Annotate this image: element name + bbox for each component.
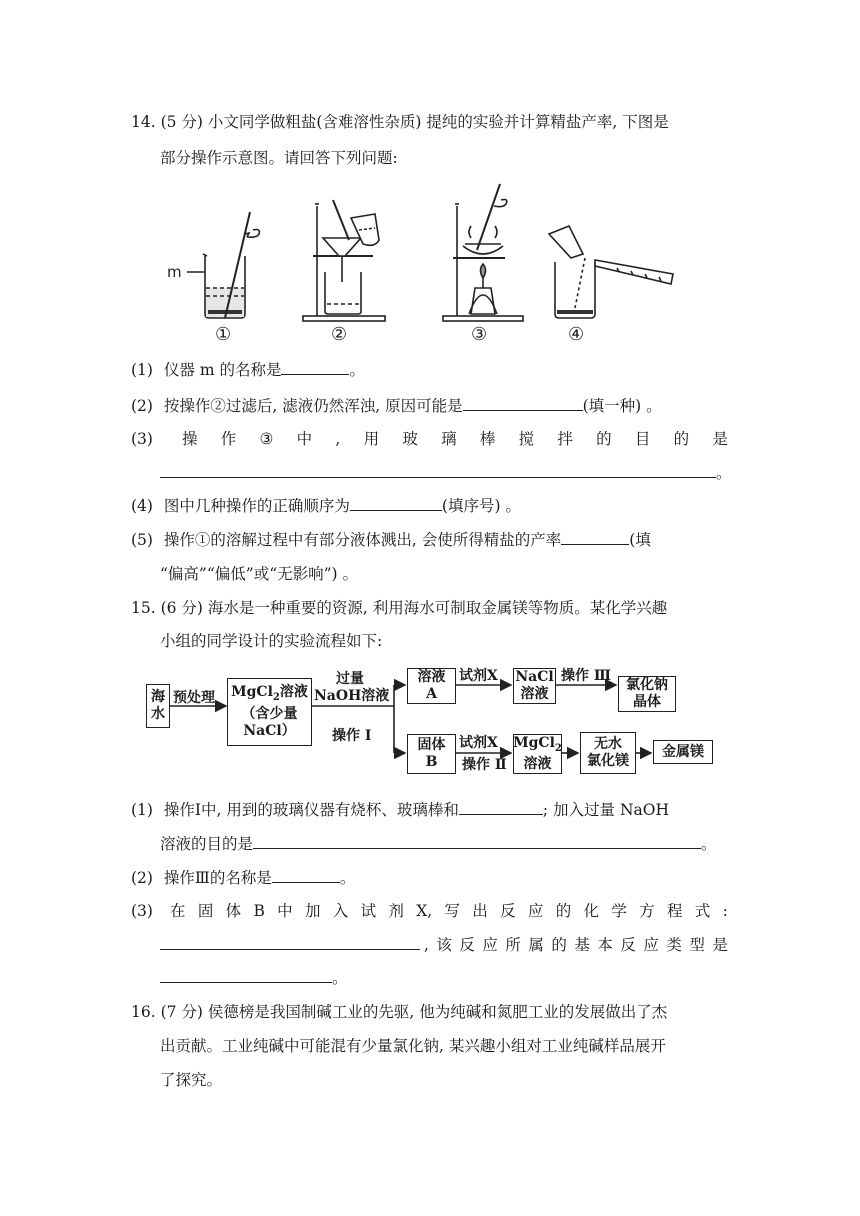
q15-part3-line3: 。 (160, 967, 348, 989)
answer-blank[interactable] (463, 395, 583, 411)
evaporation-figure (443, 184, 523, 321)
answer-blank[interactable] (160, 462, 716, 478)
q14-part3-line2: 。 (160, 462, 732, 484)
part-number: (2) (131, 869, 153, 887)
figure-op-1: ① (215, 324, 232, 345)
box-solid-b: 固体 B (407, 734, 456, 774)
label-naoh-solution: NaOH溶液 (314, 688, 390, 704)
part-number: (1) (131, 361, 153, 379)
q15-flow-diagram (146, 668, 716, 780)
label-operation-1: 操作 Ⅰ (332, 728, 372, 744)
q14-part3-text: 操 作 ③ 中 , 用 玻 璃 棒 搅 拌 的 目 的 是 (182, 430, 728, 448)
box-mgcl2-mixture: MgCl$_2$溶液 （含少量 NaCl） (227, 678, 312, 746)
q15-part3-line2: , 该 反 应 所 属 的 基 本 反 应 类 型 是 (160, 934, 728, 956)
q14-part2: (2) 按操作②过滤后, 滤液仍然浑浊, 原因可能是 (填一种) 。 (131, 397, 662, 415)
answer-blank[interactable] (160, 934, 420, 950)
box-magnesium-metal: 金属镁 (653, 740, 713, 764)
figure-op-2: ② (331, 324, 348, 345)
answer-blank[interactable] (272, 867, 340, 883)
figure-op-3: ③ (471, 324, 488, 345)
q16-stem-line3: 了探究。 (160, 1071, 223, 1089)
q14-part1: (1) 仪器 m 的名称是 。 (131, 361, 365, 379)
label-reagent-x-top: 试剂X (459, 668, 498, 684)
label-pretreatment: 预处理 (173, 690, 215, 706)
q15-part1-line2: 溶液的目的是 。 (160, 835, 717, 853)
box-seawater: 海 水 (146, 684, 170, 728)
answer-blank[interactable] (281, 359, 349, 375)
transfer-figure (549, 226, 673, 318)
box-nacl-crystal: 氯化钠 晶体 (618, 676, 676, 712)
box-mgcl2-solution: MgCl$_2$ 溶液 (513, 734, 562, 773)
q14-stem-line2: 部分操作示意图。请回答下列问题: (160, 149, 398, 167)
q14-stem-line1: 14. (5 分) 小文同学做粗盐(含难溶性杂质) 提纯的实验并计算精盐产率, 下图是 (131, 113, 669, 131)
part-number: (1) (131, 801, 153, 819)
label-excess: 过量 (336, 671, 364, 687)
q15-stem-line2: 小组的同学设计的实验流程如下: (160, 632, 383, 650)
figure-label-m: m (167, 263, 182, 281)
label-reagent-x-bottom: 试剂X (459, 735, 498, 751)
box-solution-a: 溶液 A (407, 668, 456, 704)
part-number: (5) (131, 531, 153, 549)
answer-blank[interactable] (561, 529, 629, 545)
q15-part3-text: 在 固 体 B 中 加 入 试 剂 X, 写 出 反 应 的 化 学 方 程 式 : (170, 902, 728, 920)
answer-blank[interactable] (459, 799, 543, 815)
figure-op-4: ④ (568, 324, 585, 345)
part-number: (4) (131, 497, 153, 515)
answer-blank[interactable] (160, 967, 332, 983)
label-operation-3: 操作 Ⅲ (561, 668, 611, 684)
q16-stem-line1: 16. (7 分) 侯德榜是我国制碱工业的先驱, 他为纯碱和氮肥工业的发展做出了杰 (131, 1003, 668, 1021)
q14-part3-num: (3) (131, 430, 153, 448)
filtration-figure (303, 200, 385, 321)
q14-part5-line2: “偏高”“偏低”或“无影响”) 。 (160, 565, 359, 583)
q14-part4: (4) 图中几种操作的正确顺序为 (填序号) 。 (131, 497, 521, 515)
q15-part3-num: (3) (131, 902, 153, 920)
q15-stem-line1: 15. (6 分) 海水是一种重要的资源, 利用海水可制取金属镁等物质。某化学兴趣 (131, 599, 668, 617)
q15-part2: (2) 操作Ⅲ的名称是 。 (131, 869, 356, 887)
beaker-stirring-figure (187, 212, 259, 318)
q14-apparatus-figure (165, 178, 695, 348)
q16-stem-line2: 出贡献。工业纯碱中可能混有少量氯化钠, 某兴趣小组对工业纯碱样品展开 (160, 1037, 666, 1055)
answer-blank[interactable] (350, 495, 442, 511)
part-number: (2) (131, 397, 153, 415)
q14-part5: (5) 操作①的溶解过程中有部分液体溅出, 会使所得精盐的产率 (填 (131, 531, 651, 549)
q15-part1: (1) 操作Ⅰ中, 用到的玻璃仪器有烧杯、玻璃棒和 ; 加入过量 NaOH (131, 801, 669, 819)
label-operation-2: 操作 Ⅱ (462, 757, 507, 773)
box-nacl-solution: NaCl 溶液 (513, 668, 556, 704)
box-anhydrous-mgcl2: 无水 氯化镁 (580, 732, 636, 774)
answer-blank[interactable] (253, 833, 701, 849)
